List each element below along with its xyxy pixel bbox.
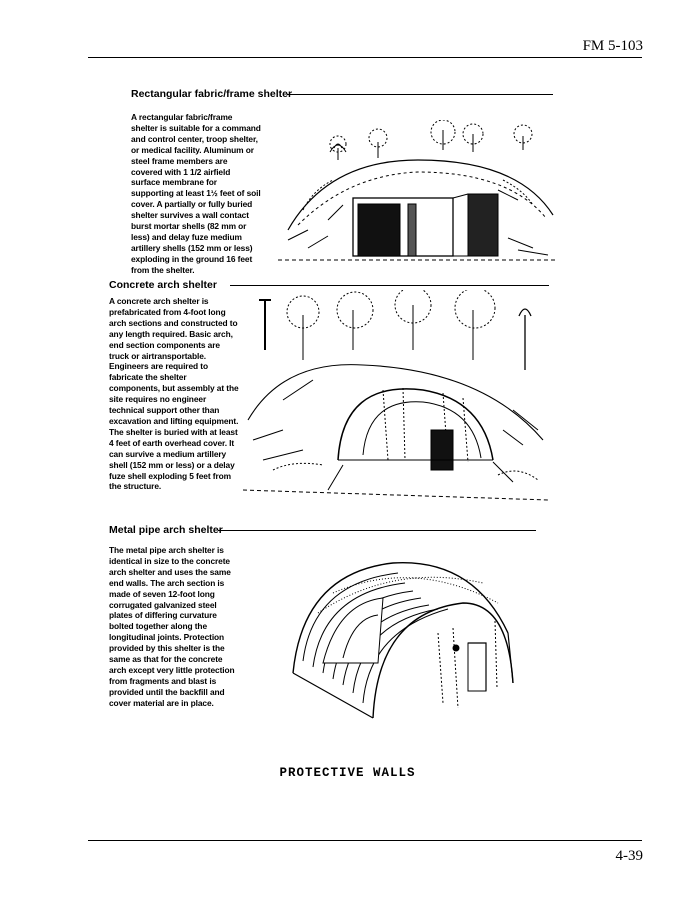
- section-title-rectangular: Rectangular fabric/frame shelter: [131, 88, 293, 100]
- section-body-concrete: A concrete arch shelter is prefabricated from 4-foot long arch sections and constructed to any length required. Basic arch, end section components are truck or airtransportable. Engineers are required to fabricate the shelter components, but assembly at the site requires no engineer technical support other than excavation and lifting equipment. The shelter is buried with at least 4 feet of earth overhead cover. It can survive a medium artillery shell (152 mm or less) or a delay fuze shell exploding 5 feet from the structure.: [109, 296, 239, 492]
- header-rule: [88, 57, 642, 58]
- page-number: 4-39: [615, 848, 643, 864]
- section-body-metal-pipe: The metal pipe arch shelter is identical in size to the concrete arch shelter and uses the same end walls. The arch section is made of seven 12-foot long corrugated galvanized steel plates of differing curvature bolted together along the longitudinal joints. Protection provided by this shelter is the same as that for the concrete arch except very little protection from fragments and blast is provided until the backfill and cover material are in place.: [109, 545, 235, 708]
- section-rule: [218, 530, 536, 531]
- section-body-rectangular: A rectangular fabric/frame shelter is suitable for a command and control center, troop shelter, or medical facility. Aluminum or steel frame members are covered with 1 1/2 airfield surface membrane for supporting at least 1½ feet of soil cover. A partially or fully buried shelter survives a wall contact burst mortar shells (82 mm or less) and delay fuze medium artillery shells (152 mm or less) exploding in the ground 16 feet from the shelter.: [131, 112, 261, 275]
- section-rule: [230, 285, 549, 286]
- section-title-concrete: Concrete arch shelter: [109, 279, 217, 291]
- footer-rule: [88, 840, 642, 841]
- manual-number: FM 5-103: [582, 38, 643, 54]
- section-title-metal-pipe: Metal pipe arch shelter: [109, 524, 223, 536]
- concrete-arch-shelter-illustration: [243, 290, 548, 505]
- section-rule: [287, 94, 553, 95]
- metal-pipe-arch-shelter-illustration: [283, 543, 523, 728]
- rectangular-shelter-illustration: [268, 120, 563, 270]
- figure-caption: PROTECTIVE WALLS: [279, 766, 416, 780]
